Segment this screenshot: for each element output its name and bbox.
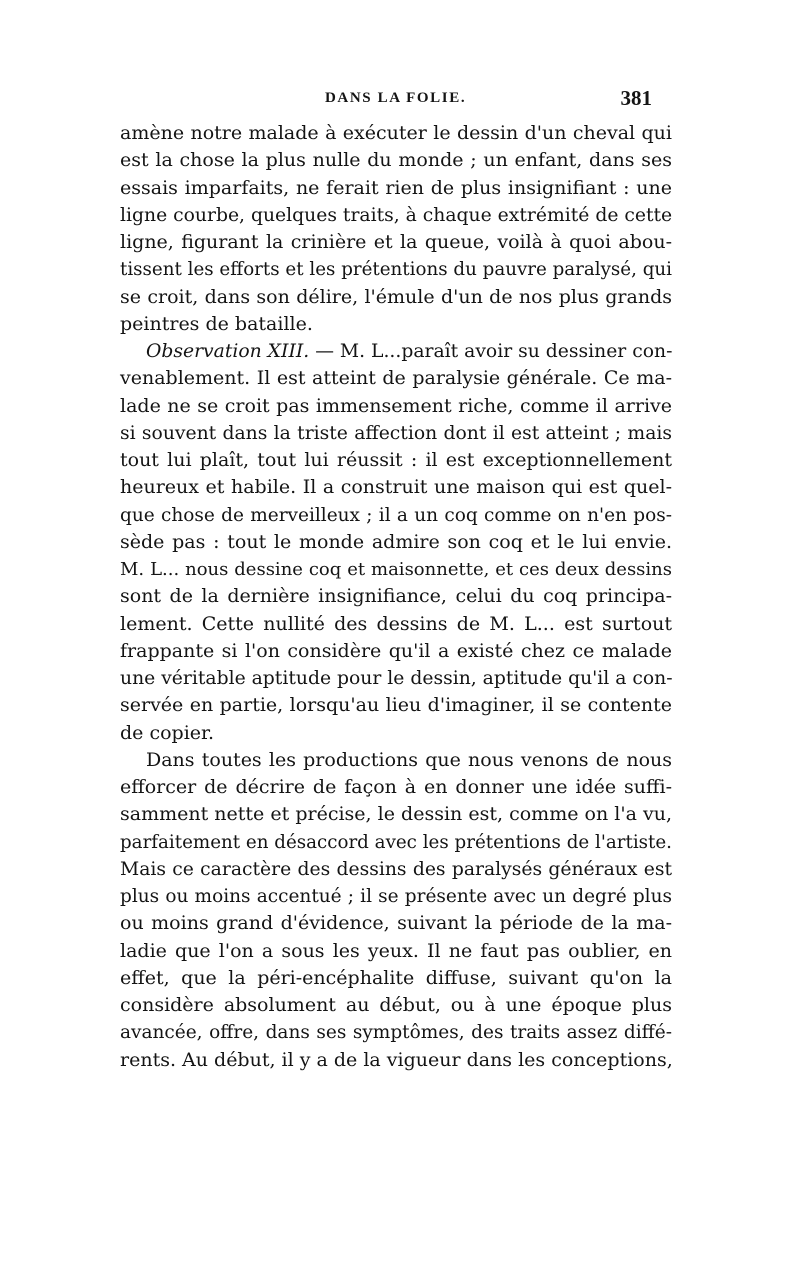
text-line: samment nette et précise, le dessin est, comme on l'a vu, <box>120 803 672 826</box>
text-line: rents. Au début, il y a de la vigueur dans les conceptions, <box>120 1048 673 1071</box>
text-line: ligne courbe, quelques traits, à chaque extrémité de cette <box>120 204 673 226</box>
text-line: considère absolument au début, ou à une époque plus <box>120 994 672 1016</box>
text-line: est la chose la plus nulle du monde ; un enfant, dans ses <box>120 149 672 172</box>
text-line: essais imparfaits, ne ferait rien de plus insignifiant : une <box>120 176 672 199</box>
page-number: 381 <box>620 86 652 110</box>
text-line: peintres de bataille. <box>120 312 313 335</box>
text-line: M. L... nous dessine coq et maisonnette, et ces deux dessins <box>120 559 672 580</box>
text-line: ladie que l'on a sous les yeux. Il ne faut pas oublier, en <box>120 939 672 962</box>
text-line: venablement. Il est atteint de paralysie générale. Ce ma- <box>120 367 672 390</box>
text-line: Mais ce caractère des dessins des paralysés généraux est <box>120 858 672 880</box>
text-line: une véritable aptitude pour le dessin, aptitude qu'il a con- <box>120 668 673 689</box>
text-line: heureux et habile. Il a construit une maison qui est quel- <box>120 476 672 499</box>
text-line: si souvent dans la triste affection dont il est atteint ; mais <box>120 422 672 444</box>
text-line: se croit, dans son délire, l'émule d'un de nos plus grands <box>120 285 672 308</box>
text-line: que chose de merveilleux ; il a un coq comme on n'en pos- <box>120 504 672 526</box>
text-line: avancée, offre, dans ses symptômes, des traits assez diffé- <box>120 1022 672 1044</box>
text-line: frappante si l'on considère qu'il a existé chez ce malade <box>120 639 672 662</box>
observation-label: Observation XIII. <box>146 341 310 362</box>
text-line: sède pas : tout le monde admire son coq et le lui envie. <box>120 530 672 553</box>
observation-line <box>120 338 672 365</box>
text-line: amène notre malade à exécuter le dessin d'un cheval qui <box>120 122 672 144</box>
text-line: Dans toutes les productions que nous venons de nous <box>146 748 672 771</box>
text-line: servée en partie, lorsqu'au lieu d'imaginer, il se contente <box>120 694 672 717</box>
text-line: tissent les efforts et les prétentions du pauvre paralysé, qui <box>120 259 672 281</box>
body-text <box>120 120 672 1074</box>
text-line: ou moins grand d'évidence, suivant la période de la ma- <box>120 912 672 935</box>
text-line: ligne, figurant la crinière et la queue, voilà à quoi abou- <box>120 231 672 253</box>
text-line: plus ou moins accentué ; il se présente avec un degré plus <box>120 886 672 907</box>
text-line: effet, que la péri-encéphalite diffuse, suivant qu'on la <box>120 966 672 989</box>
text-line: lement. Cette nullité des dessins de M. L... est surtout <box>120 612 672 635</box>
text-line: sont de la dernière insignifiance, celui du coq principa- <box>120 585 672 608</box>
text-line: efforcer de décrire de façon à en donner une idée suffi- <box>120 776 672 798</box>
running-head-title: DANS LA FOLIE. <box>325 90 467 106</box>
running-head <box>135 88 655 118</box>
text-line: lade ne se croit pas immensement riche, comme il arrive <box>120 394 672 417</box>
observation-line-text: — M. L...paraît avoir su dessiner con- <box>315 341 673 362</box>
text-line: de copier. <box>120 721 215 744</box>
text-line: parfaitement en désaccord avec les prétentions de l'artiste. <box>120 831 672 853</box>
text-line: tout lui plaît, tout lui réussit : il est exceptionnellement <box>120 449 672 471</box>
